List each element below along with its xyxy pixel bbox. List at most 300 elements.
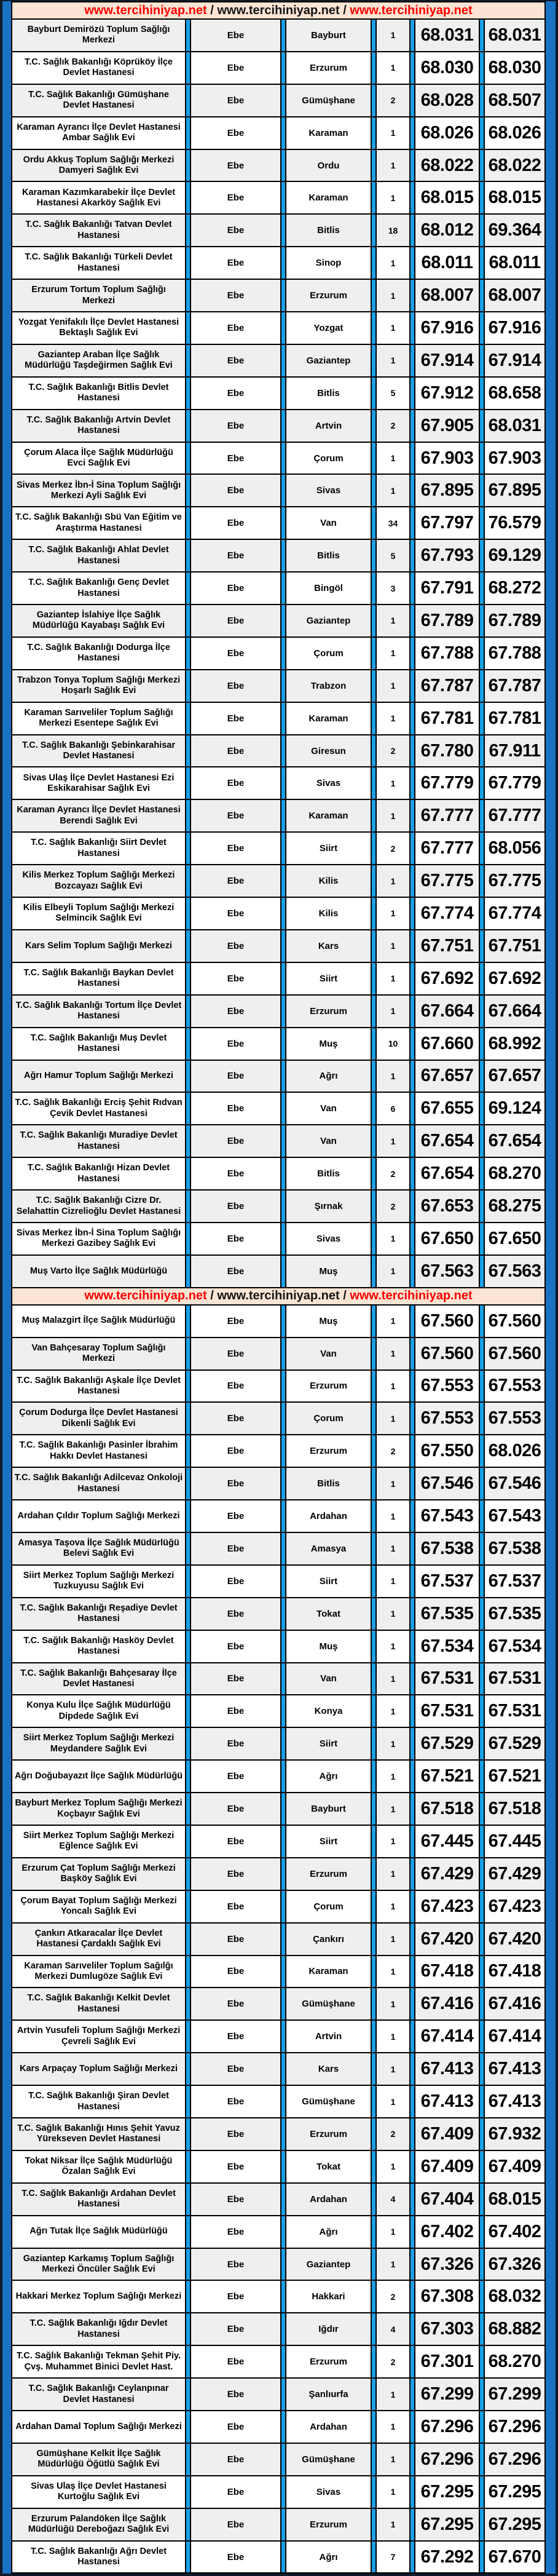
column-separator <box>409 2021 414 2052</box>
column-separator <box>185 247 190 279</box>
column-separator <box>409 1028 414 1060</box>
quota-cell: 2 <box>375 410 409 442</box>
banner-separator: / <box>206 3 218 17</box>
max-score-cell: 68.026 <box>484 117 546 149</box>
column-separator <box>185 1826 190 1857</box>
column-separator <box>371 1858 375 1890</box>
quota-cell: 10 <box>375 1028 409 1060</box>
institution-name: Artvin Yusufeli Toplum Sağlığı Merkezi Çevreli Sağlık Evi <box>11 2021 185 2052</box>
quota-cell: 1 <box>375 1061 409 1092</box>
column-separator <box>371 1435 375 1467</box>
column-separator <box>280 1826 285 1857</box>
column-separator <box>185 475 190 506</box>
city-cell: Sinop <box>285 247 371 279</box>
min-score-cell: 67.420 <box>414 1924 479 1955</box>
column-separator <box>479 2509 484 2540</box>
city-cell: Sivas <box>285 767 371 799</box>
min-score-cell: 67.791 <box>414 573 479 604</box>
min-score-cell: 67.429 <box>414 1858 479 1890</box>
column-separator <box>409 1338 414 1369</box>
column-separator <box>479 1435 484 1467</box>
quota-cell: 7 <box>375 2542 409 2573</box>
position-cell: Ebe <box>190 703 280 734</box>
column-separator <box>185 735 190 767</box>
position-cell: Ebe <box>190 1598 280 1630</box>
quota-cell: 1 <box>375 345 409 376</box>
column-separator <box>371 475 375 506</box>
min-score-cell: 67.418 <box>414 1956 479 1987</box>
column-separator <box>185 507 190 539</box>
column-separator <box>409 703 414 734</box>
quota-cell: 1 <box>375 247 409 279</box>
column-separator <box>185 833 190 864</box>
column-separator <box>185 1500 190 1532</box>
column-separator <box>409 507 414 539</box>
column-separator <box>409 20 414 51</box>
column-separator <box>479 2086 484 2117</box>
institution-name: Karaman Ayrancı İlçe Devlet Hastanesi Ambar Sağlık Evi <box>11 117 185 149</box>
site-url: www.tercihiniyap.net <box>84 3 207 17</box>
max-score-cell: 67.546 <box>484 1468 546 1499</box>
column-separator <box>479 1956 484 1987</box>
column-separator <box>280 312 285 344</box>
position-cell: Ebe <box>190 1435 280 1467</box>
column-separator <box>371 1338 375 1369</box>
max-score-cell: 67.423 <box>484 1891 546 1922</box>
column-separator <box>185 182 190 213</box>
table-row <box>11 703 546 735</box>
max-score-cell: 68.882 <box>484 2313 546 2345</box>
min-score-cell: 67.543 <box>414 1500 479 1532</box>
max-score-cell: 68.026 <box>484 1435 546 1467</box>
column-separator <box>409 1223 414 1254</box>
column-separator <box>185 2379 190 2410</box>
city-cell: Gümüşhane <box>285 2444 371 2475</box>
quota-cell: 1 <box>375 182 409 213</box>
institution-name: Konya Kulu İlçe Sağlık Müdürlüğü Dipdede Sağlık Evi <box>11 1695 185 1727</box>
quota-cell: 2 <box>375 1435 409 1467</box>
column-separator <box>409 247 414 279</box>
column-separator <box>409 2151 414 2182</box>
table-row <box>11 1858 546 1891</box>
column-separator <box>409 443 414 474</box>
institution-name: T.C. Sağlık Bakanlığı Cizre Dr. Selahattin Cizrelioğlu Devlet Hastanesi <box>11 1191 185 1222</box>
max-score-cell: 68.011 <box>484 247 546 279</box>
max-score-cell: 67.445 <box>484 1826 546 1857</box>
max-score-cell: 68.022 <box>484 150 546 181</box>
column-separator <box>185 2444 190 2475</box>
city-cell: Konya <box>285 1695 371 1727</box>
city-cell: Artvin <box>285 410 371 442</box>
column-separator <box>371 1566 375 1597</box>
column-separator <box>371 605 375 636</box>
quota-cell: 1 <box>375 865 409 897</box>
city-cell: Van <box>285 1093 371 1124</box>
max-score-cell: 69.124 <box>484 1093 546 1124</box>
table-row <box>11 1956 546 1989</box>
position-cell: Ebe <box>190 2444 280 2475</box>
column-separator <box>371 800 375 831</box>
quota-cell: 2 <box>375 1158 409 1189</box>
institution-name: Kars Arpaçay Toplum Sağlığı Merkezi <box>11 2053 185 2085</box>
institution-name: T.C. Sağlık Bakanlığı Hizan Devlet Hastanesi <box>11 1158 185 1189</box>
column-separator <box>409 117 414 149</box>
column-separator <box>479 930 484 962</box>
max-score-cell: 67.296 <box>484 2411 546 2443</box>
position-cell: Ebe <box>190 2509 280 2540</box>
table-row <box>11 117 546 150</box>
column-separator <box>479 475 484 506</box>
city-cell: Tokat <box>285 2151 371 2182</box>
table-row <box>11 2509 546 2542</box>
column-separator <box>280 1191 285 1222</box>
position-cell: Ebe <box>190 247 280 279</box>
column-separator <box>185 2411 190 2443</box>
institution-name: Bayburt Demirözü Toplum Sağlığı Merkezi <box>11 20 185 51</box>
institution-name: Çankırı Atkaracalar İlçe Devlet Hastanesi Çardaklı Sağlık Evi <box>11 1924 185 1955</box>
city-cell: Çorum <box>285 443 371 474</box>
table-row <box>11 2151 546 2184</box>
column-separator <box>409 182 414 213</box>
table-row <box>11 1158 546 1191</box>
table-row <box>11 1371 546 1403</box>
column-separator <box>371 833 375 864</box>
column-separator <box>409 2444 414 2475</box>
max-score-cell: 67.535 <box>484 1598 546 1630</box>
column-separator <box>479 1826 484 1857</box>
table-row <box>11 573 546 605</box>
column-separator <box>280 345 285 376</box>
position-cell: Ebe <box>190 1191 280 1222</box>
city-cell: Gaziantep <box>285 605 371 636</box>
column-separator <box>280 1028 285 1060</box>
column-separator <box>371 540 375 571</box>
max-score-cell: 67.664 <box>484 996 546 1027</box>
column-separator <box>409 1093 414 1124</box>
column-separator <box>409 1728 414 1759</box>
max-score-cell: 68.992 <box>484 1028 546 1060</box>
quota-cell: 1 <box>375 1858 409 1890</box>
quota-cell: 1 <box>375 1468 409 1499</box>
min-score-cell: 68.011 <box>414 247 479 279</box>
institution-name: Gaziantep İslahiye İlçe Sağlık Müdürlüğü Kayabaşı Sağlık Evi <box>11 605 185 636</box>
column-separator <box>185 2542 190 2573</box>
column-separator <box>479 1093 484 1124</box>
column-separator <box>479 605 484 636</box>
column-separator <box>280 247 285 279</box>
max-score-cell: 67.777 <box>484 800 546 831</box>
column-separator <box>185 280 190 311</box>
position-cell: Ebe <box>190 540 280 571</box>
max-score-cell: 67.543 <box>484 1500 546 1532</box>
min-score-cell: 67.654 <box>414 1125 479 1157</box>
city-cell: Erzurum <box>285 1371 371 1402</box>
position-cell: Ebe <box>190 1956 280 1987</box>
column-separator <box>185 2021 190 2052</box>
position-cell: Ebe <box>190 2118 280 2150</box>
column-separator <box>409 1158 414 1189</box>
city-cell: Amasya <box>285 1533 371 1564</box>
quota-cell: 1 <box>375 2216 409 2248</box>
column-separator <box>409 1306 414 1337</box>
column-separator <box>479 1256 484 1287</box>
table-row <box>11 2216 546 2249</box>
city-cell: Van <box>285 1125 371 1157</box>
table-row <box>11 833 546 865</box>
column-separator <box>280 1663 285 1695</box>
site-url: www.tercihiniyap.net <box>350 3 473 17</box>
column-separator <box>280 2281 285 2312</box>
column-separator <box>185 996 190 1027</box>
city-cell: Bitlis <box>285 1468 371 1499</box>
city-cell: Siirt <box>285 833 371 864</box>
table-row <box>11 1924 546 1956</box>
min-score-cell: 67.538 <box>414 1533 479 1564</box>
column-separator <box>371 2542 375 2573</box>
table-row <box>11 247 546 280</box>
city-cell: Van <box>285 1663 371 1695</box>
column-separator <box>409 1761 414 1792</box>
quota-cell: 2 <box>375 1191 409 1222</box>
right-blue-strip <box>546 1 556 2574</box>
institution-name: Çorum Bayat Toplum Sağlığı Merkezi Yoncalı Sağlık Evi <box>11 1891 185 1922</box>
min-score-cell: 68.015 <box>414 182 479 213</box>
column-separator <box>409 215 414 246</box>
max-score-cell: 68.056 <box>484 833 546 864</box>
institution-name: Erzurum Çat Toplum Sağlığı Merkezi Başköy Sağlık Evi <box>11 1858 185 1890</box>
column-separator <box>280 2086 285 2117</box>
column-separator <box>409 833 414 864</box>
column-separator <box>185 1858 190 1890</box>
column-separator <box>185 2509 190 2540</box>
column-separator <box>280 2151 285 2182</box>
institution-name: T.C. Sağlık Bakanlığı Erciş Şehit Rıdvan Çevik Devlet Hastanesi <box>11 1093 185 1124</box>
column-separator <box>185 605 190 636</box>
max-score-cell: 67.420 <box>484 1924 546 1955</box>
column-separator <box>185 1988 190 2019</box>
city-cell: Giresun <box>285 735 371 767</box>
min-score-cell: 67.781 <box>414 703 479 734</box>
city-cell: Bingöl <box>285 573 371 604</box>
max-score-cell: 67.537 <box>484 1566 546 1597</box>
max-score-cell: 67.788 <box>484 638 546 669</box>
max-score-cell: 67.781 <box>484 703 546 734</box>
table-row <box>11 2021 546 2053</box>
max-score-cell: 67.326 <box>484 2249 546 2280</box>
institution-name: T.C. Sağlık Bakanlığı Köprüköy İlçe Devlet Hastanesi <box>11 52 185 84</box>
column-separator <box>479 1306 484 1337</box>
column-separator <box>409 605 414 636</box>
column-separator <box>280 1403 285 1434</box>
quota-cell: 1 <box>375 20 409 51</box>
column-separator <box>479 767 484 799</box>
column-separator <box>280 1566 285 1597</box>
column-separator <box>409 540 414 571</box>
max-score-cell: 67.692 <box>484 963 546 994</box>
column-separator <box>371 767 375 799</box>
position-cell: Ebe <box>190 475 280 506</box>
max-score-cell: 67.560 <box>484 1338 546 1369</box>
column-separator <box>479 1500 484 1532</box>
column-separator <box>371 898 375 929</box>
quota-cell: 1 <box>375 52 409 84</box>
max-score-cell: 67.553 <box>484 1371 546 1402</box>
column-separator <box>280 52 285 84</box>
quota-cell: 1 <box>375 1338 409 1369</box>
column-separator <box>280 2313 285 2345</box>
column-separator <box>409 312 414 344</box>
position-cell: Ebe <box>190 1158 280 1189</box>
column-separator <box>280 117 285 149</box>
institution-name: Sivas Merkez İbn-İ Sina Toplum Sağlığı Merkezi Ayli Sağlık Evi <box>11 475 185 506</box>
city-cell: Gaziantep <box>285 345 371 376</box>
position-cell: Ebe <box>190 117 280 149</box>
institution-name: T.C. Sağlık Bakanlığı Şebinkarahisar Devlet Hastanesi <box>11 735 185 767</box>
column-separator <box>185 573 190 604</box>
table-row <box>11 85 546 117</box>
column-separator <box>280 85 285 116</box>
table-row <box>11 1403 546 1435</box>
min-score-cell: 67.775 <box>414 865 479 897</box>
position-cell: Ebe <box>190 1223 280 1254</box>
table-row <box>11 2184 546 2216</box>
min-score-cell: 67.404 <box>414 2184 479 2215</box>
column-separator <box>371 2476 375 2508</box>
column-separator <box>409 1125 414 1157</box>
table-row <box>11 2411 546 2444</box>
city-cell: Erzurum <box>285 2346 371 2377</box>
column-separator <box>479 1125 484 1157</box>
min-score-cell: 67.774 <box>414 898 479 929</box>
column-separator <box>280 182 285 213</box>
quota-cell: 1 <box>375 475 409 506</box>
institution-name: T.C. Sağlık Bakanlığı Kelkit Devlet Hastanesi <box>11 1988 185 2019</box>
quota-cell: 1 <box>375 800 409 831</box>
min-score-cell: 67.299 <box>414 2379 479 2410</box>
column-separator <box>371 312 375 344</box>
column-separator <box>185 1028 190 1060</box>
min-score-cell: 67.914 <box>414 345 479 376</box>
institution-name: Van Bahçesaray Toplum Sağlığı Merkezi <box>11 1338 185 1369</box>
column-separator <box>371 345 375 376</box>
column-separator <box>371 1533 375 1564</box>
quota-cell: 1 <box>375 2509 409 2540</box>
table-row <box>11 540 546 573</box>
min-score-cell: 67.780 <box>414 735 479 767</box>
min-score-cell: 67.560 <box>414 1338 479 1369</box>
institution-name: Ordu Akkuş Toplum Sağlığı Merkezi Damyeri Sağlık Evi <box>11 150 185 181</box>
min-score-cell: 67.779 <box>414 767 479 799</box>
max-score-cell: 68.015 <box>484 182 546 213</box>
table-row <box>11 2379 546 2411</box>
position-cell: Ebe <box>190 443 280 474</box>
max-score-cell: 67.903 <box>484 443 546 474</box>
column-separator <box>280 573 285 604</box>
column-separator <box>185 1338 190 1369</box>
max-score-cell: 69.364 <box>484 215 546 246</box>
column-separator <box>371 1924 375 1955</box>
column-separator <box>371 85 375 116</box>
column-separator <box>371 2053 375 2085</box>
column-separator <box>479 2476 484 2508</box>
position-cell: Ebe <box>190 312 280 344</box>
column-separator <box>479 1988 484 2019</box>
quota-cell: 4 <box>375 2313 409 2345</box>
position-cell: Ebe <box>190 865 280 897</box>
min-score-cell: 67.416 <box>414 1988 479 2019</box>
column-separator <box>479 1663 484 1695</box>
min-score-cell: 68.012 <box>414 215 479 246</box>
min-score-cell: 67.797 <box>414 507 479 539</box>
table-row <box>11 378 546 410</box>
column-separator <box>409 1598 414 1630</box>
min-score-cell: 67.793 <box>414 540 479 571</box>
position-cell: Ebe <box>190 930 280 962</box>
city-cell: Karaman <box>285 703 371 734</box>
quota-cell: 2 <box>375 833 409 864</box>
column-separator <box>479 735 484 767</box>
quota-cell: 1 <box>375 2021 409 2052</box>
column-separator <box>479 2346 484 2377</box>
column-separator <box>371 1598 375 1630</box>
column-separator <box>185 150 190 181</box>
quota-cell: 1 <box>375 1403 409 1434</box>
column-separator <box>371 20 375 51</box>
column-separator <box>280 800 285 831</box>
table-row <box>11 670 546 703</box>
table-row <box>11 638 546 670</box>
column-separator <box>479 2151 484 2182</box>
column-separator <box>280 150 285 181</box>
column-separator <box>185 800 190 831</box>
column-separator <box>280 638 285 669</box>
column-separator <box>409 767 414 799</box>
quota-cell: 1 <box>375 1891 409 1922</box>
min-score-cell: 67.531 <box>414 1695 479 1727</box>
table-row <box>11 963 546 996</box>
table-row <box>11 1306 546 1338</box>
min-score-cell: 67.521 <box>414 1761 479 1792</box>
column-separator <box>185 2313 190 2345</box>
column-separator <box>409 345 414 376</box>
column-separator <box>479 247 484 279</box>
city-cell: Ağrı <box>285 1761 371 1792</box>
quota-cell: 2 <box>375 85 409 116</box>
table-row <box>11 1728 546 1761</box>
column-separator <box>371 996 375 1027</box>
table-row <box>11 1093 546 1125</box>
table-row <box>11 1566 546 1598</box>
quota-cell: 1 <box>375 2086 409 2117</box>
column-separator <box>479 2249 484 2280</box>
quota-cell: 1 <box>375 312 409 344</box>
city-cell: Erzurum <box>285 1435 371 1467</box>
column-separator <box>185 1761 190 1792</box>
institution-name: Siirt Merkez Toplum Sağlığı Merkezi Meydandere Sağlık Evi <box>11 1728 185 1759</box>
column-separator <box>280 215 285 246</box>
column-separator <box>371 1125 375 1157</box>
max-score-cell: 67.518 <box>484 1793 546 1825</box>
table-row <box>11 1256 546 1288</box>
min-score-cell: 67.423 <box>414 1891 479 1922</box>
quota-cell: 6 <box>375 1093 409 1124</box>
column-separator <box>185 2086 190 2117</box>
city-cell: Erzurum <box>285 52 371 84</box>
column-separator <box>479 2118 484 2150</box>
min-score-cell: 67.653 <box>414 1191 479 1222</box>
column-separator <box>280 1306 285 1337</box>
banner-separator: / <box>206 1289 218 1303</box>
